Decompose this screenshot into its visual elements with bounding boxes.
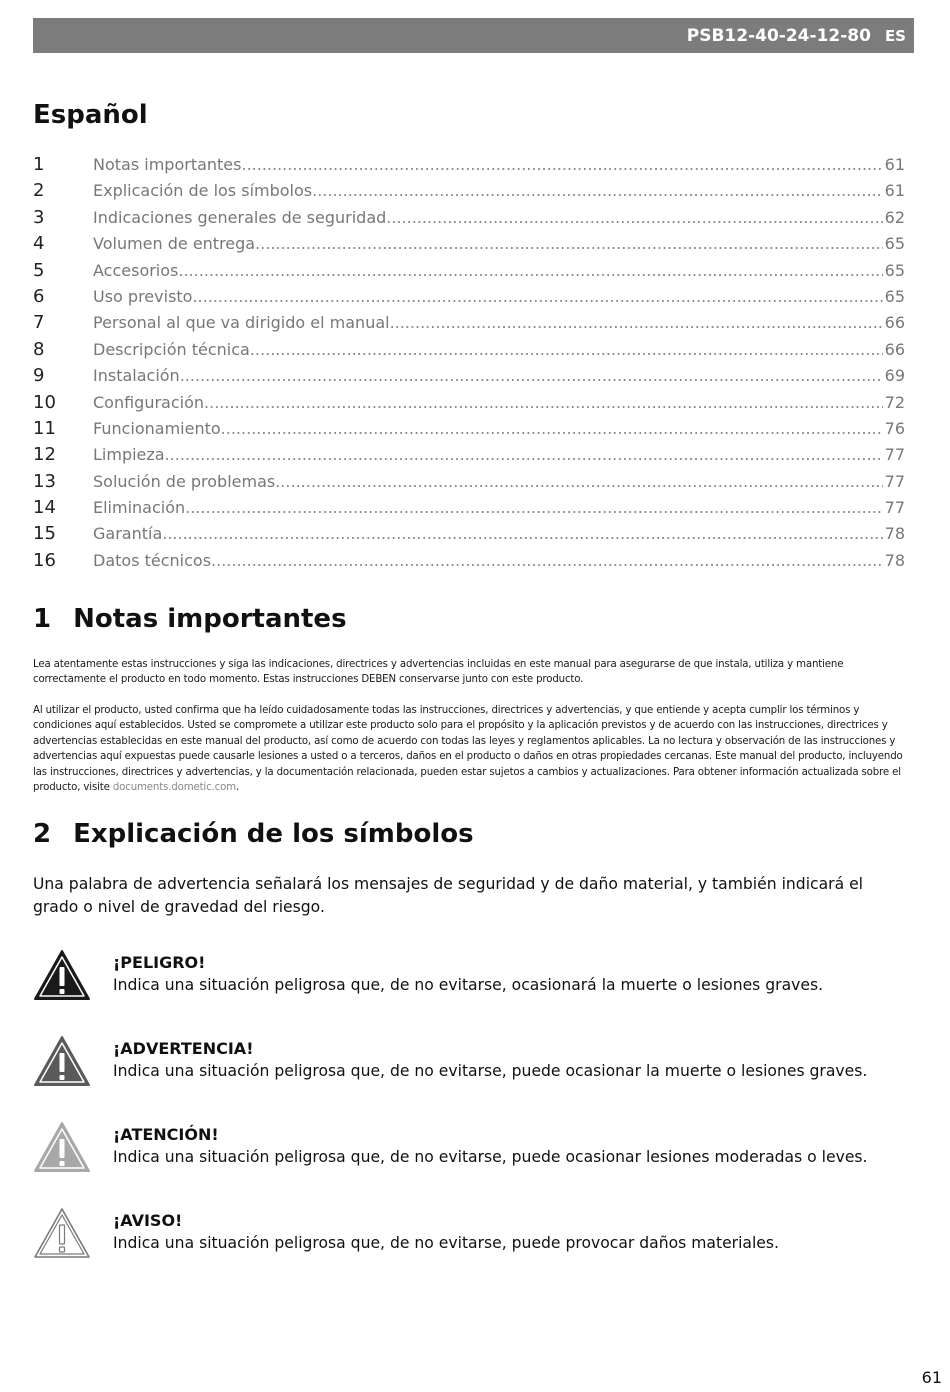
toc-page: 62 <box>884 207 905 227</box>
toc-entry[interactable] <box>33 207 905 233</box>
signal-description: Indica una situación peligrosa que, de no evitarse, ocasionará la muerte o lesiones graves. <box>113 976 824 994</box>
toc-leader <box>275 472 882 491</box>
page-number: 61 <box>921 1368 942 1387</box>
section-1-heading <box>33 604 347 634</box>
toc-page: 61 <box>884 155 905 174</box>
warning-triangle-dark-gray-icon <box>33 1035 91 1087</box>
toc-number: 14 <box>33 497 56 519</box>
toc-number: 12 <box>33 444 56 466</box>
toc-page: 77 <box>884 498 905 518</box>
section-2-intro: Una palabra de advertencia señalará los mensajes de seguridad y de daño material, y también indicará el grado o nivel de gravedad del riesgo. <box>33 875 864 916</box>
toc-title: Accesorios <box>93 260 179 280</box>
toc-number: 9 <box>33 365 45 387</box>
toc-page: 76 <box>884 418 905 438</box>
table-of-contents <box>33 154 905 576</box>
toc-page: 66 <box>884 339 905 359</box>
toc-leader <box>386 208 882 227</box>
symbol-danger <box>33 949 913 1009</box>
toc-title: Configuración <box>93 392 205 412</box>
signal-word: ¡ADVERTENCIA! <box>113 1039 254 1058</box>
toc-number: 16 <box>33 549 56 571</box>
toc-title: Garantía <box>93 524 163 544</box>
toc-leader <box>185 498 882 517</box>
toc-page: 66 <box>884 313 905 333</box>
toc-page: 77 <box>884 445 905 465</box>
toc-page: 65 <box>884 286 905 306</box>
toc-leader <box>192 287 882 306</box>
symbol-notice <box>33 1207 913 1267</box>
section-title: Explicación de los símbolos <box>73 819 474 849</box>
toc-entry[interactable] <box>33 260 905 286</box>
toc-number: 11 <box>33 417 56 439</box>
toc-number: 4 <box>33 233 45 255</box>
toc-leader <box>178 261 882 280</box>
toc-entry[interactable] <box>33 233 905 259</box>
toc-leader <box>312 181 883 200</box>
section-2-heading <box>33 819 474 849</box>
toc-leader <box>255 234 883 253</box>
toc-number: 5 <box>33 259 45 281</box>
signal-word: ¡ATENCIÓN! <box>113 1125 219 1144</box>
toc-page: 65 <box>884 260 905 280</box>
section-number: 2 <box>33 819 52 849</box>
toc-number: 6 <box>33 285 45 307</box>
toc-number: 15 <box>33 523 56 545</box>
document-title: Español <box>33 100 148 130</box>
documents-link[interactable]: documents.dometic.com <box>112 782 236 794</box>
signal-word: ¡AVISO! <box>113 1211 183 1230</box>
toc-number: 2 <box>33 180 45 202</box>
model-code: PSB12-40-24-12-80 <box>686 25 871 46</box>
section-number: 1 <box>33 604 52 634</box>
paragraph-text: Al utilizar el producto, usted confirma que ha leído cuidadosamente todas las instrucciones, directrices y advertencias, y que entiende y acepta cumplir los términos y condiciones aquí establecidos. Usted se compromete a utilizar este producto solo para el propósito y la aplicación previstos y de acuerdo con las instrucciones, directrices y advertencias establecidas en este manual del producto, así como de acuerdo con todas las leyes y reglamentos aplicables. La no lectura y observación de las instrucciones y advertencias aquí expuestas puede causarle lesiones a usted o a terceros, daños en el producto o daños en otras propiedades cercanas. Este manual del producto, incluyendo las instrucciones, directrices y advertencias, y la documentación relacionada, pueden estar sujetos a cambios y actualizaciones. Para obtener información actualizada sobre el producto, visite <box>33 705 903 794</box>
toc-page: 78 <box>884 524 905 544</box>
toc-page: 72 <box>884 392 905 412</box>
toc-entry[interactable] <box>33 418 905 444</box>
toc-leader <box>211 551 883 570</box>
toc-leader <box>241 155 882 174</box>
toc-number: 1 <box>33 154 45 175</box>
toc-number: 10 <box>33 391 56 413</box>
toc-entry[interactable] <box>33 523 905 549</box>
toc-leader <box>390 313 883 332</box>
toc-entry[interactable] <box>33 392 905 418</box>
toc-entry[interactable] <box>33 497 905 523</box>
toc-number: 7 <box>33 312 45 334</box>
paragraph-end: . <box>235 782 240 794</box>
symbol-warning <box>33 1035 913 1095</box>
toc-leader <box>162 524 882 543</box>
toc-title: Eliminación <box>93 498 186 518</box>
signal-description: Indica una situación peligrosa que, de no evitarse, puede provocar daños materiales. <box>113 1234 779 1252</box>
toc-title: Personal al que va dirigido el manual <box>93 313 390 333</box>
toc-entry[interactable] <box>33 154 905 180</box>
section-1-paragraph-2 <box>33 703 913 795</box>
toc-title: Funcionamiento <box>93 418 221 438</box>
toc-page: 65 <box>884 234 905 254</box>
toc-title: Limpieza <box>93 445 165 465</box>
section-1-paragraph-1: Lea atentamente estas instrucciones y siga las indicaciones, directrices y advertencias incluidas en este manual para asegurarse de que instala, utiliza y mantiene correctamente el producto en todo momento. Estas instrucciones DEBEN conservarse junto con este producto. <box>33 659 844 686</box>
toc-leader <box>204 393 883 412</box>
toc-title: Datos técnicos <box>93 550 212 570</box>
toc-title: Solución de problemas <box>93 471 276 491</box>
toc-entry[interactable] <box>33 471 905 497</box>
warning-triangle-outline-icon <box>33 1207 91 1259</box>
header-bar <box>33 18 914 53</box>
warning-triangle-light-gray-icon <box>33 1121 91 1173</box>
toc-title: Explicación de los símbolos <box>93 181 313 201</box>
toc-title: Volumen de entrega <box>93 234 256 254</box>
toc-entry[interactable] <box>33 180 905 206</box>
toc-entry[interactable] <box>33 312 905 338</box>
toc-entry[interactable] <box>33 286 905 312</box>
toc-entry[interactable] <box>33 339 905 365</box>
toc-entry[interactable] <box>33 365 905 391</box>
toc-page: 61 <box>884 181 905 201</box>
toc-leader <box>250 340 883 359</box>
toc-page: 77 <box>884 471 905 491</box>
toc-number: 8 <box>33 338 45 360</box>
toc-title: Uso previsto <box>93 286 193 306</box>
signal-description: Indica una situación peligrosa que, de no evitarse, puede ocasionar lesiones moderadas o leves. <box>113 1148 868 1166</box>
warning-triangle-black-icon <box>33 949 91 1001</box>
toc-leader <box>165 445 883 464</box>
symbol-caution <box>33 1121 913 1181</box>
toc-number: 3 <box>33 206 45 228</box>
toc-entry[interactable] <box>33 550 905 576</box>
signal-word: ¡PELIGRO! <box>113 953 206 972</box>
signal-description: Indica una situación peligrosa que, de no evitarse, puede ocasionar la muerte o lesiones graves. <box>113 1062 868 1080</box>
toc-number: 13 <box>33 470 56 492</box>
language-code: ES <box>884 26 906 45</box>
toc-entry[interactable] <box>33 444 905 470</box>
section-title: Notas importantes <box>73 604 347 634</box>
toc-leader <box>180 366 883 385</box>
toc-title: Descripción técnica <box>93 339 250 359</box>
toc-title: Instalación <box>93 366 180 386</box>
toc-leader <box>221 419 883 438</box>
toc-title: Notas importantes <box>93 155 242 174</box>
toc-page: 78 <box>884 550 905 570</box>
toc-title: Indicaciones generales de seguridad <box>93 207 387 227</box>
toc-page: 69 <box>884 366 905 386</box>
